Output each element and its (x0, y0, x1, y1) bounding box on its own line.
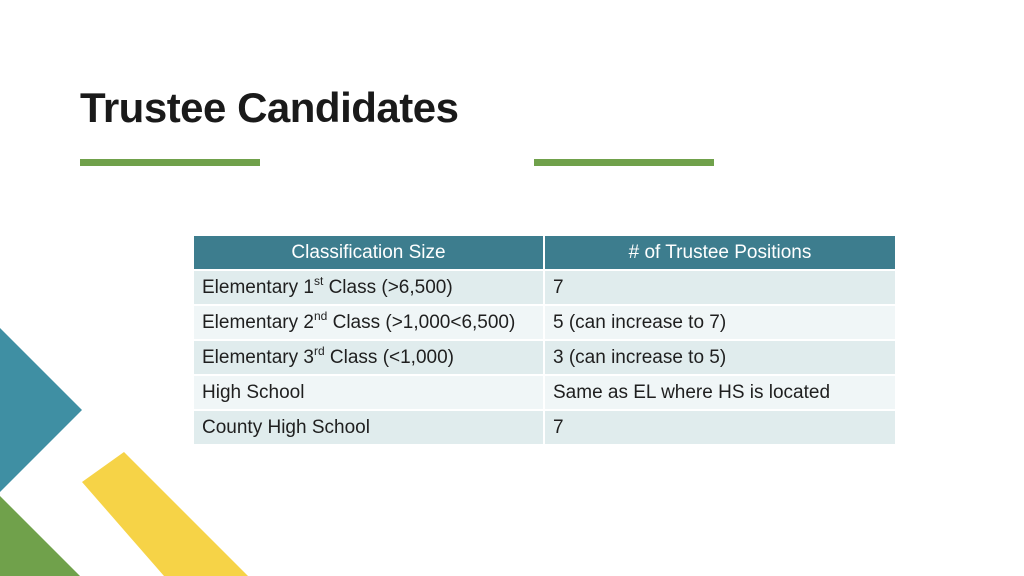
yellow-stripe-shape (82, 452, 248, 576)
classification-cell: Elementary 3rd Class (<1,000) (194, 340, 544, 375)
table-row (194, 410, 895, 444)
classification-cell: County High School (194, 410, 544, 444)
positions-cell: 3 (can increase to 5) (544, 340, 895, 375)
table-row (194, 340, 895, 375)
decorative-corner-shapes (0, 316, 260, 576)
title-underline-right (534, 159, 714, 166)
header-trustee-positions: # of Trustee Positions (544, 236, 895, 270)
slide-title: Trustee Candidates (80, 84, 459, 131)
positions-cell: 5 (can increase to 7) (544, 305, 895, 340)
positions-cell: 7 (544, 270, 895, 305)
table-row (194, 270, 895, 305)
trustee-positions-table (194, 236, 895, 444)
classification-cell: High School (194, 375, 544, 410)
positions-cell: 7 (544, 410, 895, 444)
table-header-row (194, 236, 895, 270)
header-classification-size: Classification Size (194, 236, 544, 270)
teal-triangle-shape (0, 328, 82, 492)
positions-cell: Same as EL where HS is located (544, 375, 895, 410)
table-row (194, 305, 895, 340)
classification-cell: Elementary 1st Class (>6,500) (194, 270, 544, 305)
title-underline-left (80, 159, 260, 166)
green-triangle-shape (0, 496, 80, 576)
table-row (194, 375, 895, 410)
classification-cell: Elementary 2nd Class (>1,000<6,500) (194, 305, 544, 340)
